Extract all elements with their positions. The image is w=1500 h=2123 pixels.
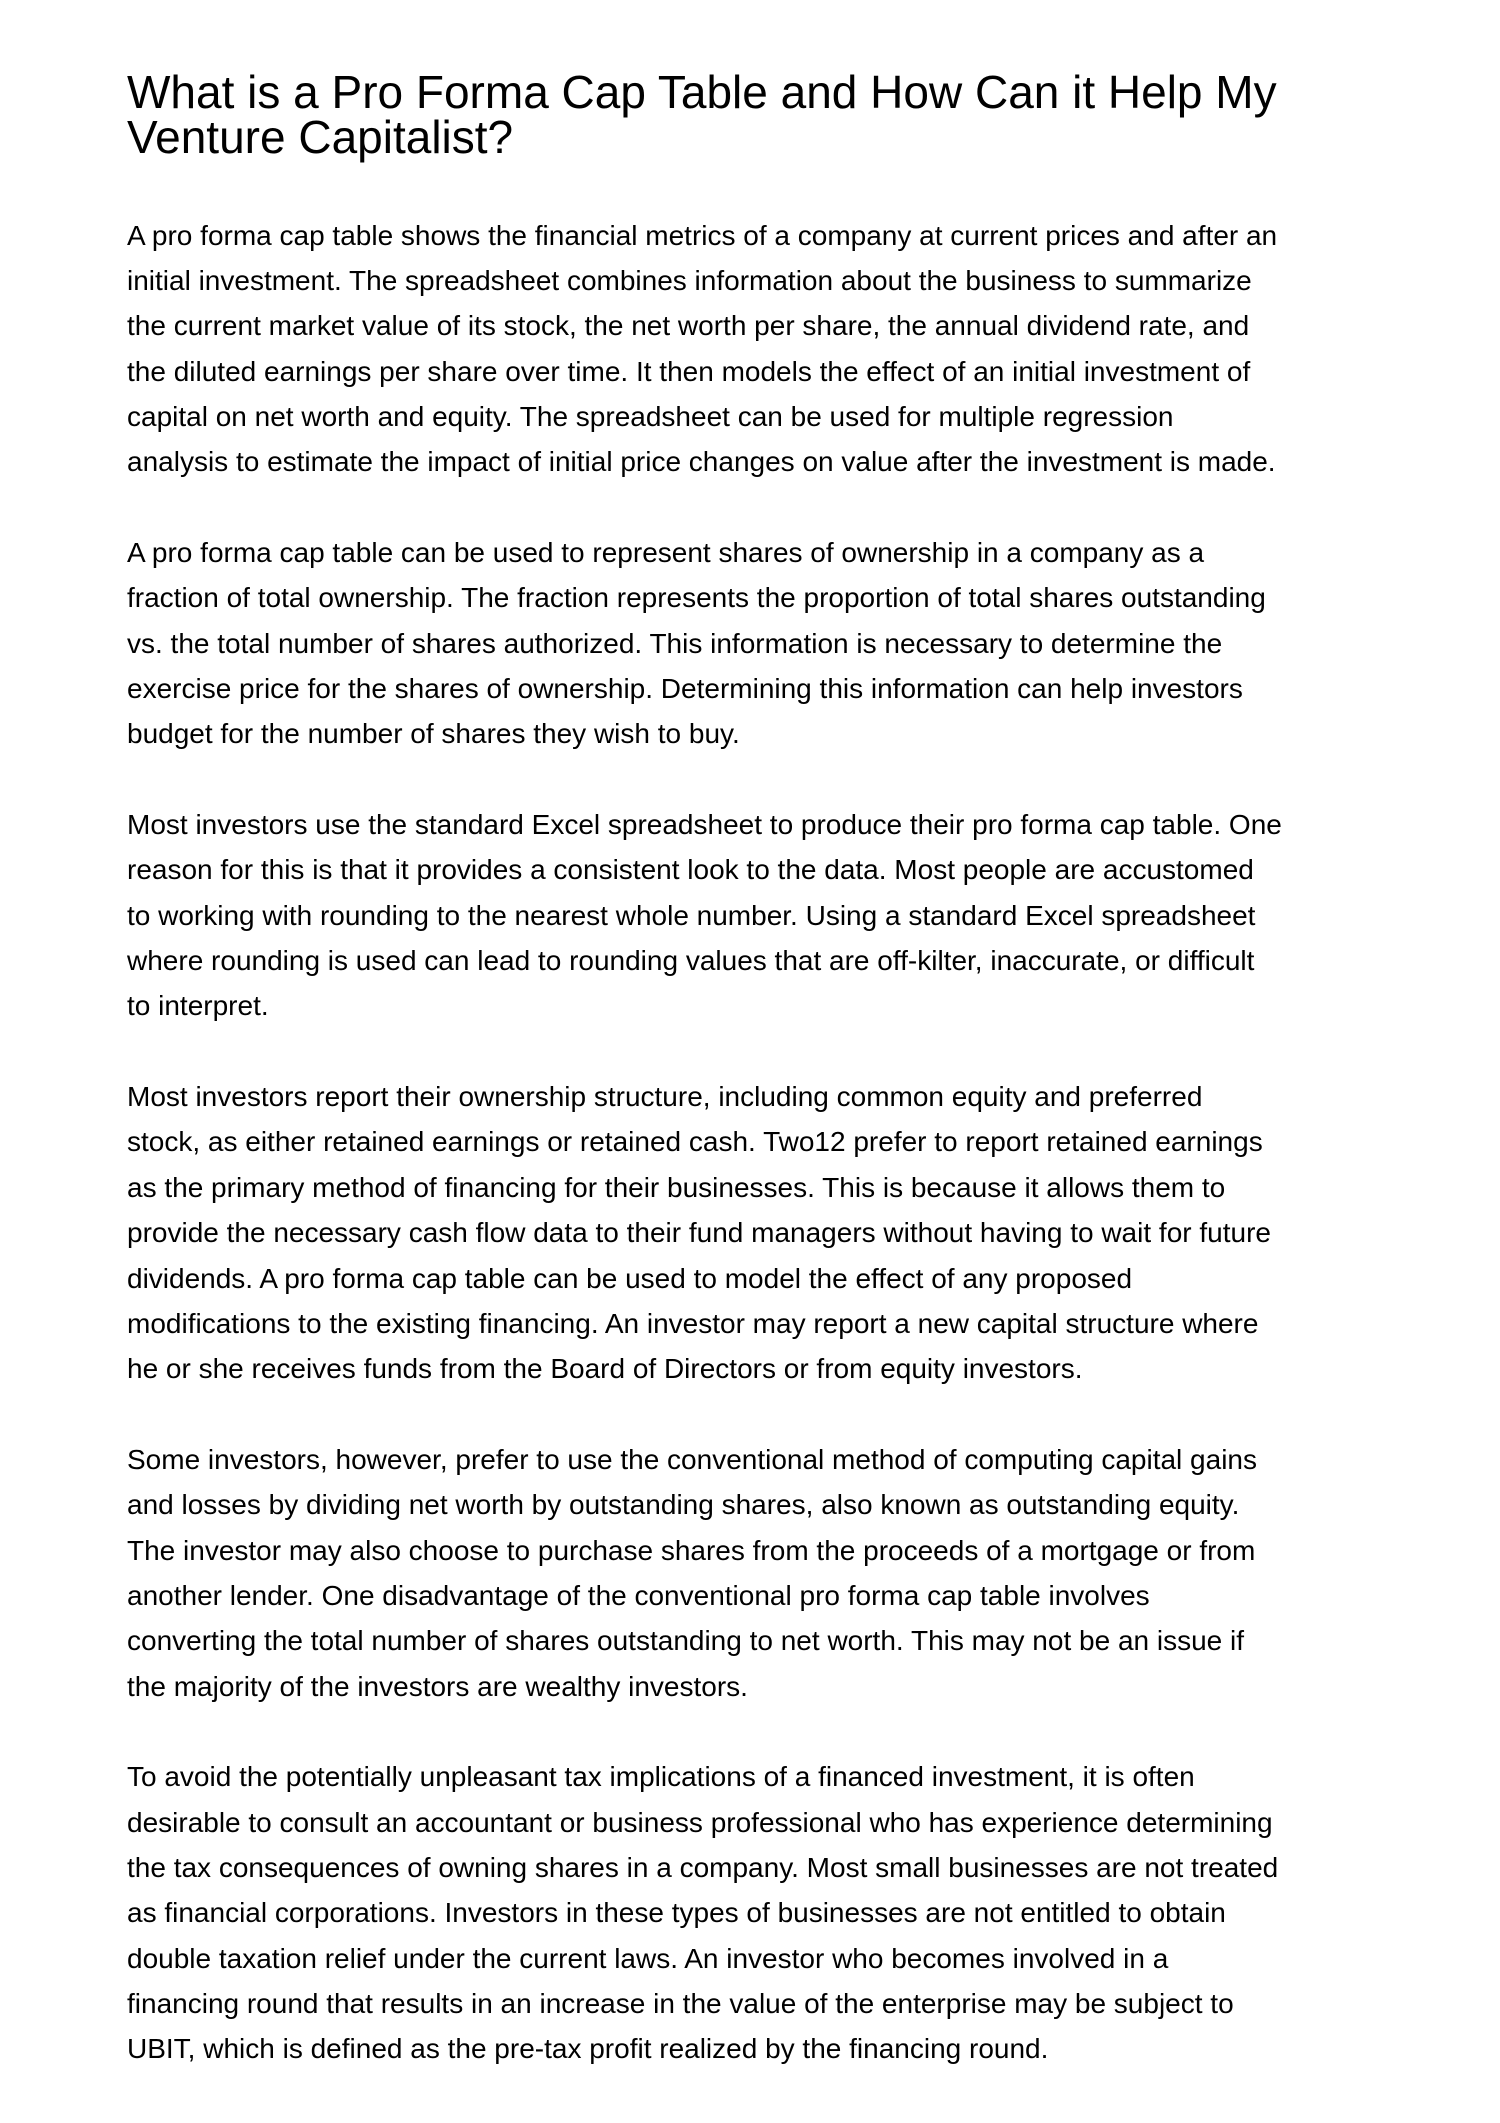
text-line: as financial corporations. Investors in these types of businesses are not entitled to obtain (127, 1897, 1226, 1929)
text-line: To avoid the potentially unpleasant tax implications of a financed investment, it is often (127, 1761, 1195, 1793)
text-line: A pro forma cap table shows the financial metrics of a company at current prices and after an (127, 219, 1278, 251)
text-line: Some investors, however, prefer to use the conventional method of computing capital gains (127, 1443, 1257, 1475)
text-line: double taxation relief under the current laws. An investor who becomes involved in a (127, 1942, 1169, 1974)
text-line: converting the total number of shares outstanding to net worth. This may not be an issue if (127, 1625, 1245, 1657)
text-line: reason for this is that it provides a consistent look to the data. Most people are accustomed (127, 854, 1254, 886)
paragraph-ownership-structure (127, 1074, 1377, 1391)
text-line: desirable to consult an accountant or business professional who has experience determining (127, 1806, 1273, 1838)
text-line: Most investors report their ownership structure, including common equity and preferred (127, 1081, 1203, 1113)
text-line: budget for the number of shares they wish to buy. (127, 718, 740, 750)
text-line: stock, as either retained earnings or retained cash. Two12 prefer to report retained earnings (127, 1126, 1263, 1158)
text-line: modifications to the existing financing. An investor may report a new capital structure where (127, 1307, 1259, 1339)
paragraph-conventional-method (127, 1437, 1377, 1709)
paragraph-ownership-fraction (127, 530, 1377, 757)
text-line: initial investment. The spreadsheet combines information about the business to summarize (127, 264, 1252, 296)
document-body (127, 213, 1377, 2117)
paragraph-tax-implications (127, 1754, 1377, 2071)
title-line: Venture Capitalist? (127, 110, 514, 163)
title-line: What is a Pro Forma Cap Table and How Can it Help My (127, 65, 1277, 118)
text-line: the diluted earnings per share over time. It then models the effect of an initial investment of (127, 355, 1251, 387)
text-line: analysis to estimate the impact of initial price changes on value after the investment is made. (127, 446, 1276, 478)
text-line: and losses by dividing net worth by outstanding shares, also known as outstanding equity. (127, 1489, 1240, 1521)
paragraph-excel-spreadsheet (127, 802, 1377, 1029)
text-line: The investor may also choose to purchase shares from the proceeds of a mortgage or from (127, 1534, 1256, 1566)
text-line: Most investors use the standard Excel spreadsheet to produce their pro forma cap table. One (127, 809, 1282, 841)
document-title (127, 65, 1377, 163)
text-line: capital on net worth and equity. The spreadsheet can be used for multiple regression (127, 400, 1174, 432)
text-line: the majority of the investors are wealthy investors. (127, 1670, 748, 1702)
text-line: dividends. A pro forma cap table can be used to model the effect of any proposed (127, 1262, 1133, 1294)
text-line: UBIT, which is defined as the pre-tax profit realized by the financing round. (127, 2033, 1049, 2065)
text-line: fraction of total ownership. The fraction represents the proportion of total shares outstanding (127, 582, 1266, 614)
text-line: the current market value of its stock, the net worth per share, the annual dividend rate, and (127, 310, 1250, 342)
text-line: he or she receives funds from the Board of Directors or from equity investors. (127, 1353, 1083, 1385)
text-line: vs. the total number of shares authorized. This information is necessary to determine the (127, 627, 1223, 659)
text-line: exercise price for the shares of ownership. Determining this information can help investors (127, 673, 1243, 705)
paragraph-intro (127, 213, 1377, 485)
text-line: to interpret. (127, 990, 269, 1022)
text-line: the tax consequences of owning shares in a company. Most small businesses are not treated (127, 1851, 1279, 1883)
text-line: another lender. One disadvantage of the conventional pro forma cap table involves (127, 1579, 1150, 1611)
text-line: financing round that results in an increase in the value of the enterprise may be subject to (127, 1988, 1234, 2019)
text-line: as the primary method of financing for their businesses. This is because it allows them to (127, 1171, 1226, 1203)
text-line: where rounding is used can lead to rounding values that are off-kilter, inaccurate, or difficult (127, 945, 1255, 977)
text-line: A pro forma cap table can be used to represent shares of ownership in a company as a (127, 537, 1205, 568)
text-line: provide the necessary cash flow data to their fund managers without having to wait for future (127, 1217, 1271, 1249)
text-line: to working with rounding to the nearest whole number. Using a standard Excel spreadsheet (127, 899, 1256, 931)
